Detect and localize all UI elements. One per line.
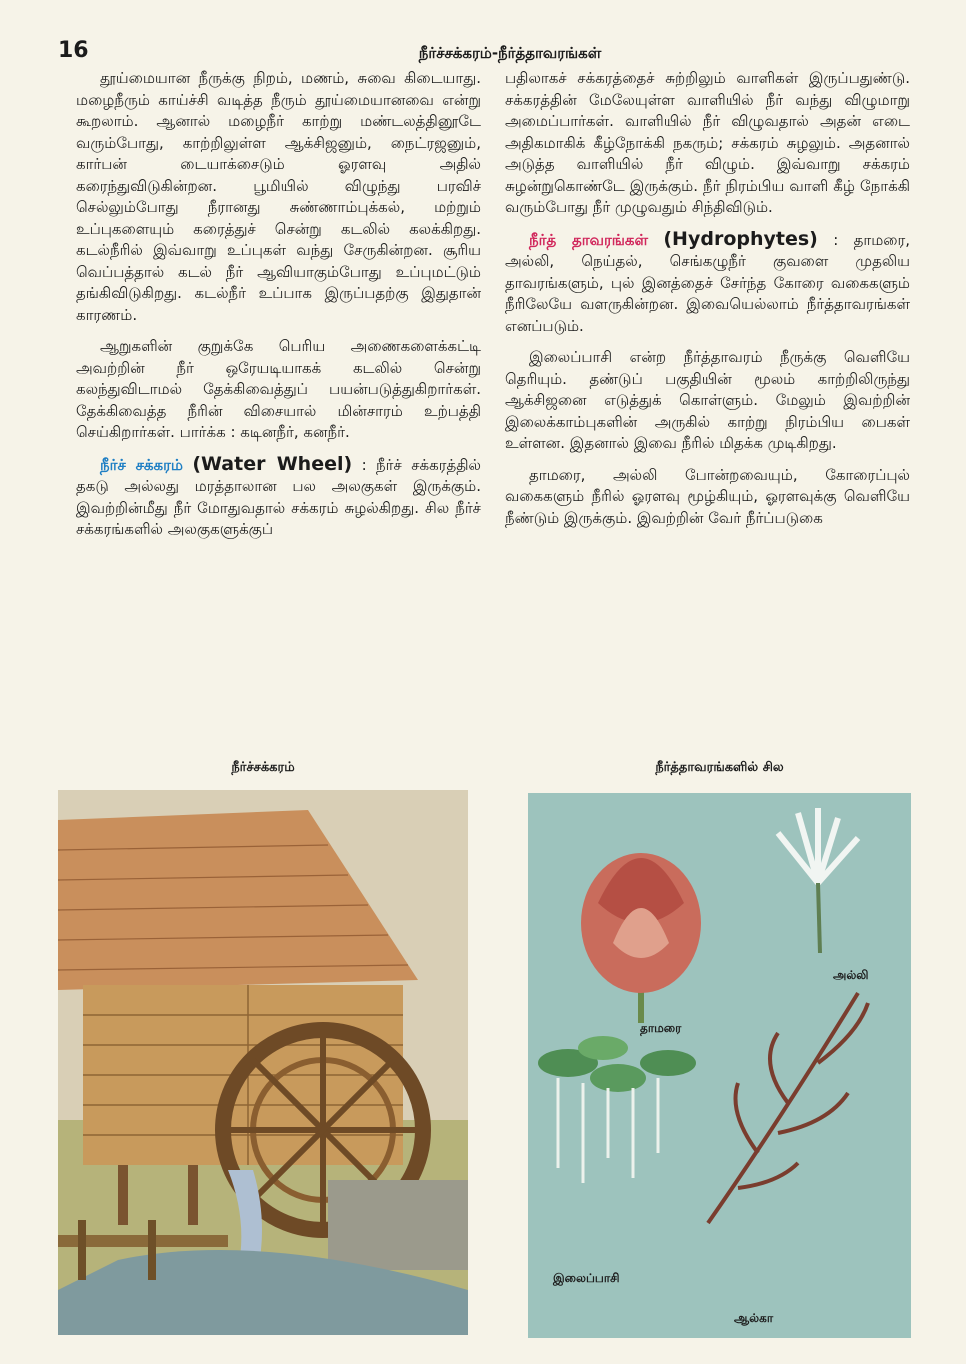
term-water-wheel-english: (Water Wheel): [192, 452, 353, 475]
water-wheel-illustration: [58, 790, 468, 1335]
water-wheel-drawing: [58, 790, 468, 1335]
page-number: 16: [58, 38, 89, 63]
term-water-wheel: நீர்ச் சக்கரம்: [100, 455, 183, 474]
paragraph-hydrophytes: [505, 229, 910, 338]
paragraph-buckets: பதிலாகச் சக்கரத்தைச் சுற்றிலும் வாளிகள் இருப்பதுண்டு. சக்கரத்தின் மேலேயுள்ள வாளியில் நீர் வந்து விழுமாறு அமைப்பார்கள். வாளியில் நீர் விழுவதால் அதன் எடை அதிகமாகிக் கீழ்நோக்கி நகரும்; சக்கரம் சுழலும். அதனால் அடுத்த வாளியில் நீர் விழும். இவ்வாறு சக்கரம் சுழன்றுகொண்டே இருக்கும். நீர் நிரம்பிய வாளி கீழ் நோக்கி வரும்போது நீர் முழுவதும் சிந்திவிடும்.: [505, 69, 910, 216]
running-header: நீர்ச்சக்கரம்-நீர்த்தாவரங்கள்: [418, 44, 602, 62]
paragraph-lotus-lily: தாமரை, அல்லி போன்றவையும், கோரைப்புல் வகைகளும் நீரில் ஓரளவு மூழ்கியும், ஓரளவுக்கு வெளியே நீண்டும் இருக்கும். இவற்றின் வேர் நீர்ப்படுகை: [505, 465, 910, 527]
term-hydrophytes-english: (Hydrophytes): [663, 227, 818, 250]
water-wheel-text: : நீர்ச் சக்கரத்தில் தகடு அல்லது மரத்தாலான பல அலகுகள் இருக்கும். இவற்றின்மீது நீர் மோதுவதால் சக்கரம் சுழல்கிறது. சில நீர்ச் சக்கரங்களில் அலகுகளுக்குப்: [76, 455, 481, 538]
label-duckweed: இலைப்பாசி: [553, 1271, 620, 1285]
water-plants-drawing: [528, 793, 911, 1338]
paragraph-water-wheel: [76, 454, 481, 541]
paragraph-duckweed: இலைப்பாசி என்ற நீர்த்தாவரம் நீருக்கு வெளியே தெரியும். தண்டுப் பகுதியின் மூலம் காற்றிலிருந்து ஆக்சிஜனை எடுத்துக் கொள்ளும். மேலும் இவற்றின் இலைக்காம்புகளின் அருகில் காற்று நிரம்பிய பைகள் உள்ளன. இதனால் இவை நீரில் மிதக்க முடிகிறது.: [505, 348, 910, 452]
label-lily: அல்லி: [833, 968, 869, 982]
right-column: [505, 68, 910, 539]
paragraph-dams: ஆறுகளின் குறுக்கே பெரிய அணைகளைக்கட்டி அவற்றின் நீர் ஒரேயடியாகக் கடலில் சென்று கலந்துவிடாமல் தேக்கிவைத்துப் பயன்படுத்துகிறார்கள். தேக்கிவைத்த நீரின் விசையால் மின்சாரம் உற்பத்தி செய்கிறார்கள். பார்க்க : கடினநீர், கனநீர்.: [76, 337, 481, 441]
label-lotus: தாமரை: [640, 1021, 682, 1035]
caption-water-plants: நீர்த்தாவரங்களில் சில: [655, 760, 784, 775]
paragraph-pure-water: தூய்மையான நீருக்கு நிறம், மணம், சுவை கிடையாது. மழைநீரும் காய்ச்சி வடித்த நீரும் தூய்மையானவை என்று கூறலாம். ஆனால் மழைநீர் காற்று மண்டலத்தினூடே வரும்போது, காற்றிலுள்ள ஆக்சிஜனும், நைட்ரஜனும், கார்பன் டையாக்சைடும் ஓரளவு அதில் கரைந்துவிடுகின்றன. பூமியில் விழுந்து பரவிச் செல்லும்போது நீரானது சுண்ணாம்புக்கல், மற்றும் உப்புகளையும் கரைத்துச் சென்று கடலில் கலக்கிறது. கடல்நீரில் இவ்வாறு உப்புகள் வந்து சேருகின்றன. சூரிய வெப்பத்தால் கடல் நீர் ஆவியாகும்போது உப்புமட்டும் தங்கிவிடுகிறது. கடல்நீர் உப்பாக இருப்பதற்கு இதுதான் காரணம்.: [76, 69, 481, 324]
hydrophytes-text: : தாமரை, அல்லி, நெய்தல், செங்கழுநீர் குவளை முதலிய தாவரங்களும், புல் இனத்தைச் சேர்ந்த கோரை வகைகளும் நீரிலேயே வளருகின்றன. இவையெல்லாம் நீர்த்தாவரங்கள் எனப்படும்.: [505, 230, 910, 335]
left-column: [76, 68, 481, 551]
label-algae: ஆல்கா: [734, 1311, 774, 1325]
caption-water-wheel: நீர்ச்சக்கரம்: [231, 760, 295, 775]
water-plants-illustration: [528, 793, 911, 1338]
term-hydrophytes: நீர்த் தாவரங்கள்: [529, 230, 649, 249]
